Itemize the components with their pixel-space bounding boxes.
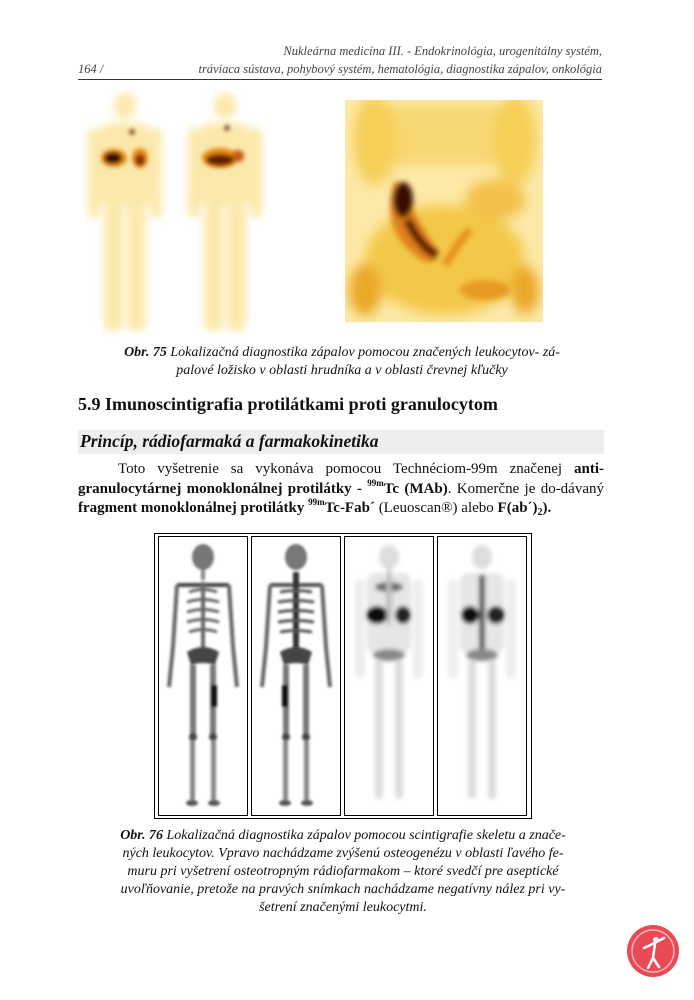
header-title-line2: tráviaca sústava, pohybový systém, hematológia, diagnostika zápalov, onkológia (198, 62, 602, 76)
figure-75-caption-line1: Lokalizačná diagnostika zápalov pomocou značených leukocytov- zá- (166, 345, 560, 360)
logo-icon (626, 924, 680, 978)
bone-scan-anterior (158, 536, 248, 816)
figure-75-caption-line2: palové ložisko v oblasti hrudníka a v oblasti črevnej kľučky (176, 363, 508, 378)
body-bold-4: Tc-Fab´ (324, 500, 375, 516)
body-sub-1: 2 (537, 507, 543, 518)
figure-75-caption (80, 344, 604, 380)
figure-76-caption-line2: ných leukocytov. Vpravo nachádzame zvýšenú osteogenézu v oblasti ľavého fe- (122, 846, 564, 861)
header-rule (78, 79, 602, 80)
leukocyte-scan-posterior (437, 536, 527, 816)
scan-image-abdomen-closeup (345, 100, 543, 322)
subheading: Princíp, rádiofarmaká a farmakokinetika (80, 431, 379, 451)
figure-76-caption-line4: uvoľňovanie, pretože na pravých snímkach nachádzame negatívny nález pri vy- (120, 882, 566, 897)
figure-76-image (154, 533, 532, 819)
page-header (78, 44, 602, 84)
body-paragraph (78, 460, 604, 519)
body-sup-2: 99m (308, 497, 325, 507)
body-text-1: Toto vyšetrenie sa vykonáva pomocou Technéciom-99m značenej (118, 461, 574, 477)
figure-76-caption (80, 827, 606, 917)
figure-76-caption-line3: muru pri vyšetrení osteotropným rádiofarmakom – ktoré svedčí pre aseptické (127, 864, 559, 879)
body-bold-5: F(ab´) (497, 500, 538, 516)
figure-76-label: Obr. 76 (120, 828, 163, 843)
body-text-3: (Leuoscan®) alebo (374, 500, 498, 516)
bone-scan-posterior (251, 536, 341, 816)
body-bold-1: anti-granulocytárnej monoklonálnej protilátky - (78, 461, 604, 497)
body-bold-2: Tc (MAb) (383, 480, 448, 497)
figure-76-caption-line1: Lokalizačná diagnostika zápalov pomocou scintigrafie skeletu a znače- (162, 828, 566, 843)
scan-image-anterior (80, 88, 170, 338)
body-sup-1: 99m (367, 477, 384, 488)
figure-76-caption-line5: šetrení značenými leukocytmi. (259, 900, 427, 915)
page-number: 164 / (78, 62, 104, 76)
leukocyte-scan-anterior (344, 536, 434, 816)
scan-image-posterior (180, 88, 270, 338)
body-bold-6: ). (542, 500, 552, 516)
body-bold-3: fragment monoklonálnej protilátky (78, 500, 309, 516)
figure-75-label: Obr. 75 (124, 345, 167, 360)
body-text-2: . Komerčne je do-dávaný (447, 480, 604, 497)
section-heading: 5.9 Imunoscintigrafia protilátkami proti granulocytom (78, 394, 498, 414)
header-title-line1: Nukleárna medicína III. - Endokrinológia, urogenitálny systém, (283, 44, 602, 58)
